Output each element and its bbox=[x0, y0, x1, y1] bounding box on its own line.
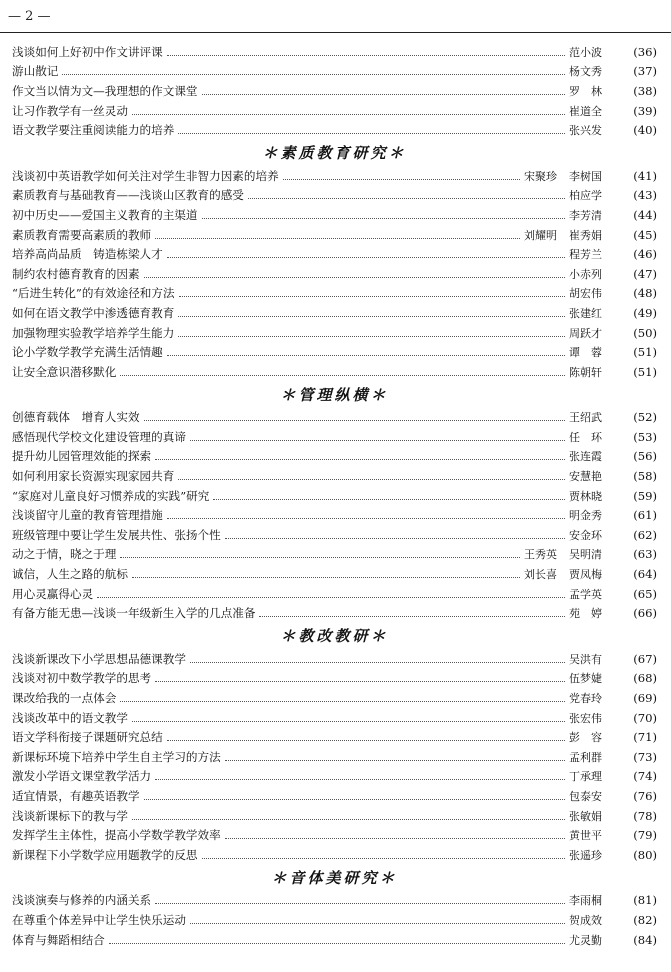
entry-author: 柏应学 bbox=[569, 189, 602, 203]
entry-page-number: (69) bbox=[633, 691, 657, 706]
entry-page-number: (51) bbox=[633, 364, 657, 379]
entry-title: 班级管理中要让学生发展共性、张扬个性 bbox=[12, 527, 221, 542]
section-title: ＊管理纵横＊ bbox=[280, 385, 389, 404]
dot-leader bbox=[202, 217, 565, 219]
toc-entry[interactable] bbox=[12, 166, 657, 186]
entry-author: 任 环 bbox=[569, 430, 602, 444]
toc-entry[interactable] bbox=[12, 186, 657, 206]
entry-title: 浅谈改革中的语文教学 bbox=[12, 710, 128, 725]
entry-author: 包泰安 bbox=[569, 789, 602, 803]
entry-page-number: (65) bbox=[633, 586, 657, 601]
toc-entry[interactable] bbox=[12, 708, 657, 728]
dot-leader bbox=[178, 132, 565, 134]
entry-author: 黄世平 bbox=[569, 829, 602, 843]
entry-page-number: (62) bbox=[633, 527, 657, 542]
entry-title: 语文学科衔接子课题研究总结 bbox=[12, 730, 163, 745]
section-title: ＊教改教研＊ bbox=[280, 627, 389, 646]
entry-title: 素质教育与基础教育——浅谈山区教育的感受 bbox=[12, 188, 244, 203]
entry-title: 浅谈演奏与修养的内涵关系 bbox=[12, 893, 152, 908]
entry-page-number: (63) bbox=[633, 547, 657, 562]
dot-leader bbox=[202, 93, 565, 95]
dot-leader bbox=[167, 354, 565, 356]
entry-page-number: (38) bbox=[633, 83, 657, 98]
section-title: ＊音体美研究＊ bbox=[271, 868, 398, 887]
entry-author: 安慧艳 bbox=[569, 470, 602, 484]
toc-entry[interactable] bbox=[12, 584, 657, 604]
toc-entry[interactable] bbox=[12, 545, 657, 565]
entry-title: 浅谈新课标下的教与学 bbox=[12, 808, 128, 823]
entry-page-number: (67) bbox=[633, 651, 657, 666]
entry-author: 李雨桐 bbox=[569, 894, 602, 908]
dot-leader bbox=[225, 759, 565, 761]
header-rule bbox=[0, 32, 671, 33]
entry-author: 张连霞 bbox=[569, 450, 602, 464]
entry-title: 提升幼儿园管理效能的探索 bbox=[12, 449, 152, 464]
dot-leader bbox=[132, 576, 520, 578]
entry-author: 谭 蓉 bbox=[569, 346, 602, 360]
entry-author: 张建红 bbox=[569, 306, 602, 320]
entry-page-number: (41) bbox=[633, 168, 657, 183]
dot-leader bbox=[190, 661, 565, 663]
dot-leader bbox=[225, 537, 565, 539]
entry-page-number: (74) bbox=[633, 769, 657, 784]
toc-entry[interactable] bbox=[12, 244, 657, 264]
entry-title: 加强物理实验教学培养学生能力 bbox=[12, 325, 175, 340]
toc-entry[interactable] bbox=[12, 362, 657, 382]
entry-title: 浅谈新课改下小学思想品德课教学 bbox=[12, 651, 186, 666]
entry-page-number: (61) bbox=[633, 508, 657, 523]
dot-leader bbox=[62, 73, 565, 75]
toc-entry[interactable] bbox=[12, 81, 657, 101]
entry-author: 胡宏伟 bbox=[569, 287, 602, 301]
entry-title: 创德育载体 增育人实效 bbox=[12, 410, 140, 425]
dot-leader bbox=[120, 700, 565, 702]
entry-author: 彭 容 bbox=[569, 731, 602, 745]
entry-page-number: (64) bbox=[633, 567, 657, 582]
toc-entry[interactable] bbox=[12, 603, 657, 623]
dot-leader bbox=[225, 837, 565, 839]
toc-entry[interactable] bbox=[12, 447, 657, 467]
entry-title: 浅谈对初中数学教学的思考 bbox=[12, 671, 152, 686]
toc-entry[interactable] bbox=[12, 42, 657, 62]
entry-page-number: (47) bbox=[633, 266, 657, 281]
dot-leader bbox=[109, 942, 565, 944]
entry-title: 激发小学语文课堂教学活力 bbox=[12, 769, 152, 784]
entry-title: 让安全意识潜移默化 bbox=[12, 364, 117, 379]
entry-title: 浅谈留守儿童的教育管理措施 bbox=[12, 508, 163, 523]
dot-leader bbox=[120, 556, 520, 558]
entry-title: 游山散记 bbox=[12, 64, 59, 79]
entry-page-number: (70) bbox=[633, 710, 657, 725]
toc-entry[interactable] bbox=[12, 225, 657, 245]
entry-author: 崔道全 bbox=[569, 104, 602, 118]
entry-title: 素质教育需要高素质的教师 bbox=[12, 227, 152, 242]
toc-entry[interactable] bbox=[12, 427, 657, 447]
dot-leader bbox=[178, 335, 565, 337]
dot-leader bbox=[132, 720, 565, 722]
entry-author: 贺成效 bbox=[569, 913, 602, 927]
dot-leader bbox=[167, 517, 565, 519]
entry-title: 课改给我的一点体会 bbox=[12, 691, 117, 706]
entry-title: 如何利用家长资源实现家园共育 bbox=[12, 469, 175, 484]
entry-title: 制约农村德育教育的因素 bbox=[12, 266, 140, 281]
page-number: — 2 — bbox=[8, 9, 51, 24]
entry-page-number: (81) bbox=[633, 893, 657, 908]
entry-page-number: (53) bbox=[633, 429, 657, 444]
toc-entry[interactable] bbox=[12, 62, 657, 82]
dot-leader bbox=[155, 778, 565, 780]
entry-page-number: (43) bbox=[633, 188, 657, 203]
toc-entry[interactable] bbox=[12, 408, 657, 428]
dot-leader bbox=[155, 458, 565, 460]
dot-leader bbox=[259, 615, 565, 617]
entry-page-number: (39) bbox=[633, 103, 657, 118]
entry-author: 周跃才 bbox=[569, 326, 602, 340]
toc-entry[interactable] bbox=[12, 466, 657, 486]
dot-leader bbox=[167, 54, 565, 56]
entry-author: 李芳清 bbox=[569, 208, 602, 222]
table-of-contents bbox=[12, 42, 657, 949]
entry-title: 浅谈如何上好初中作文讲评课 bbox=[12, 44, 163, 59]
dot-leader bbox=[155, 680, 565, 682]
entry-author: 贾凤梅 bbox=[569, 568, 602, 582]
dot-leader bbox=[179, 295, 565, 297]
entry-title: 培养高尚品质 铸造栋梁人才 bbox=[12, 247, 163, 262]
entry-page-number: (36) bbox=[633, 44, 657, 59]
dot-leader bbox=[202, 857, 565, 859]
entry-author: 范小波 bbox=[569, 45, 602, 59]
dot-leader bbox=[178, 478, 565, 480]
entry-page-number: (71) bbox=[633, 730, 657, 745]
entry-author: 陈朝轩 bbox=[569, 365, 602, 379]
entry-author: 苑 婷 bbox=[569, 607, 602, 621]
entry-author: 张敏娟 bbox=[569, 809, 602, 823]
toc-entry[interactable] bbox=[12, 727, 657, 747]
entry-title: 用心灵赢得心灵 bbox=[12, 586, 94, 601]
entry-author: 丁承理 bbox=[569, 770, 602, 784]
toc-entry[interactable] bbox=[12, 747, 657, 767]
toc-entry[interactable] bbox=[12, 767, 657, 787]
dot-leader bbox=[248, 197, 565, 199]
entry-page-number: (58) bbox=[633, 469, 657, 484]
entry-author: 伍梦婕 bbox=[569, 672, 602, 686]
dot-leader bbox=[144, 276, 565, 278]
entry-title: 适宜情景，有趣英语教学 bbox=[12, 788, 140, 803]
entry-page-number: (50) bbox=[633, 325, 657, 340]
dot-leader bbox=[167, 739, 565, 741]
toc-entry[interactable] bbox=[12, 323, 657, 343]
entry-author: 党春玲 bbox=[569, 692, 602, 706]
entry-page-number: (46) bbox=[633, 247, 657, 262]
toc-entry[interactable] bbox=[12, 806, 657, 826]
entry-title: 诚信，人生之路的航标 bbox=[12, 567, 128, 582]
entry-coauthor: 王秀英 bbox=[524, 548, 557, 562]
dot-leader bbox=[155, 902, 565, 904]
dot-leader bbox=[144, 419, 565, 421]
toc-entry[interactable] bbox=[12, 564, 657, 584]
entry-title: 新课标环境下培养中学生自主学习的方法 bbox=[12, 749, 221, 764]
toc-entry[interactable] bbox=[12, 669, 657, 689]
entry-title: 体育与舞蹈相结合 bbox=[12, 932, 105, 947]
entry-title: 发挥学生主体性，提高小学数学教学效率 bbox=[12, 828, 221, 843]
entry-page-number: (78) bbox=[633, 808, 657, 823]
entry-page-number: (56) bbox=[633, 449, 657, 464]
entry-author: 明金秀 bbox=[569, 509, 602, 523]
toc-entry[interactable] bbox=[12, 205, 657, 225]
entry-author: 吴洪有 bbox=[569, 652, 602, 666]
toc-entry[interactable] bbox=[12, 825, 657, 845]
entry-page-number: (84) bbox=[633, 932, 657, 947]
entry-page-number: (37) bbox=[633, 64, 657, 79]
dot-leader bbox=[97, 596, 565, 598]
entry-title: 语文教学要注重阅读能力的培养 bbox=[12, 123, 175, 138]
entry-page-number: (48) bbox=[633, 286, 657, 301]
toc-entry[interactable] bbox=[12, 486, 657, 506]
entry-page-number: (52) bbox=[633, 410, 657, 425]
toc-entry[interactable] bbox=[12, 930, 657, 950]
entry-author: 张宏伟 bbox=[569, 711, 602, 725]
entry-author: 小赤列 bbox=[569, 267, 602, 281]
entry-page-number: (79) bbox=[633, 828, 657, 843]
entry-title: 在尊重个体差异中让学生快乐运动 bbox=[12, 912, 186, 927]
toc-entry[interactable] bbox=[12, 525, 657, 545]
entry-coauthor: 刘耀明 bbox=[524, 228, 557, 242]
entry-page-number: (80) bbox=[633, 847, 657, 862]
entry-title: 新课程下小学数学应用题教学的反思 bbox=[12, 847, 198, 862]
dot-leader bbox=[155, 237, 520, 239]
toc-entry[interactable] bbox=[12, 342, 657, 362]
toc-entry[interactable] bbox=[12, 303, 657, 323]
dot-leader bbox=[144, 798, 565, 800]
toc-entry[interactable] bbox=[12, 264, 657, 284]
dot-leader bbox=[190, 922, 565, 924]
entry-author: 孟学英 bbox=[569, 587, 602, 601]
entry-title: 如何在语文教学中渗透德育教育 bbox=[12, 305, 175, 320]
toc-entry[interactable] bbox=[12, 101, 657, 121]
entry-page-number: (51) bbox=[633, 345, 657, 360]
dot-leader bbox=[120, 374, 565, 376]
entry-author: 李树国 bbox=[569, 169, 602, 183]
entry-author: 张遥珍 bbox=[569, 848, 602, 862]
entry-author: 张兴发 bbox=[569, 124, 602, 138]
entry-author: 孟利群 bbox=[569, 750, 602, 764]
entry-title: “家庭对儿童良好习惯养成的实践”研究 bbox=[12, 488, 210, 503]
entry-title: 动之于情，晓之于理 bbox=[12, 547, 117, 562]
entry-page-number: (73) bbox=[633, 749, 657, 764]
entry-page-number: (66) bbox=[633, 606, 657, 621]
entry-title: 有备方能无患—浅谈一年级新生入学的几点准备 bbox=[12, 606, 256, 621]
entry-author: 崔秀娟 bbox=[569, 228, 602, 242]
entry-title: 感悟现代学校文化建设管理的真谛 bbox=[12, 429, 186, 444]
entry-page-number: (45) bbox=[633, 227, 657, 242]
toc-entry[interactable] bbox=[12, 120, 657, 140]
dot-leader bbox=[283, 178, 520, 180]
toc-entry[interactable] bbox=[12, 891, 657, 911]
entry-title: 浅谈初中英语教学如何关注对学生非智力因素的培养 bbox=[12, 168, 279, 183]
entry-page-number: (59) bbox=[633, 488, 657, 503]
toc-entry[interactable] bbox=[12, 688, 657, 708]
entry-page-number: (76) bbox=[633, 788, 657, 803]
entry-author: 杨文秀 bbox=[569, 65, 602, 79]
entry-author: 尤灵勤 bbox=[569, 933, 602, 947]
toc-entry[interactable] bbox=[12, 786, 657, 806]
dot-leader bbox=[190, 439, 565, 441]
section-title: ＊素质教育研究＊ bbox=[262, 143, 407, 162]
entry-page-number: (49) bbox=[633, 305, 657, 320]
dot-leader bbox=[167, 256, 565, 258]
entry-author: 程芳兰 bbox=[569, 248, 602, 262]
dot-leader bbox=[132, 113, 565, 115]
entry-coauthor: 宋聚珍 bbox=[524, 169, 557, 183]
entry-title: 作文当以情为文—我理想的作文课堂 bbox=[12, 83, 198, 98]
toc-entry[interactable] bbox=[12, 284, 657, 304]
entry-author: 贾林晓 bbox=[569, 489, 602, 503]
dot-leader bbox=[178, 315, 565, 317]
toc-entry[interactable] bbox=[12, 845, 657, 865]
entry-title: 论小学数学教学充满生活情趣 bbox=[12, 345, 163, 360]
entry-title: “后进生转化”的有效途径和方法 bbox=[12, 286, 175, 301]
entry-author: 王绍武 bbox=[569, 411, 602, 425]
toc-entry[interactable] bbox=[12, 910, 657, 930]
entry-page-number: (82) bbox=[633, 912, 657, 927]
toc-entry[interactable] bbox=[12, 505, 657, 525]
entry-title: 让习作教学有一丝灵动 bbox=[12, 103, 128, 118]
dot-leader bbox=[213, 498, 565, 500]
entry-page-number: (40) bbox=[633, 123, 657, 138]
dot-leader bbox=[132, 818, 565, 820]
entry-page-number: (68) bbox=[633, 671, 657, 686]
entry-author: 安金环 bbox=[569, 528, 602, 542]
toc-entry[interactable] bbox=[12, 649, 657, 669]
entry-title: 初中历史——爱国主义教育的主渠道 bbox=[12, 207, 198, 222]
entry-author: 罗 林 bbox=[569, 84, 602, 98]
entry-coauthor: 刘长喜 bbox=[524, 568, 557, 582]
entry-page-number: (44) bbox=[633, 207, 657, 222]
entry-author: 吴明清 bbox=[569, 548, 602, 562]
